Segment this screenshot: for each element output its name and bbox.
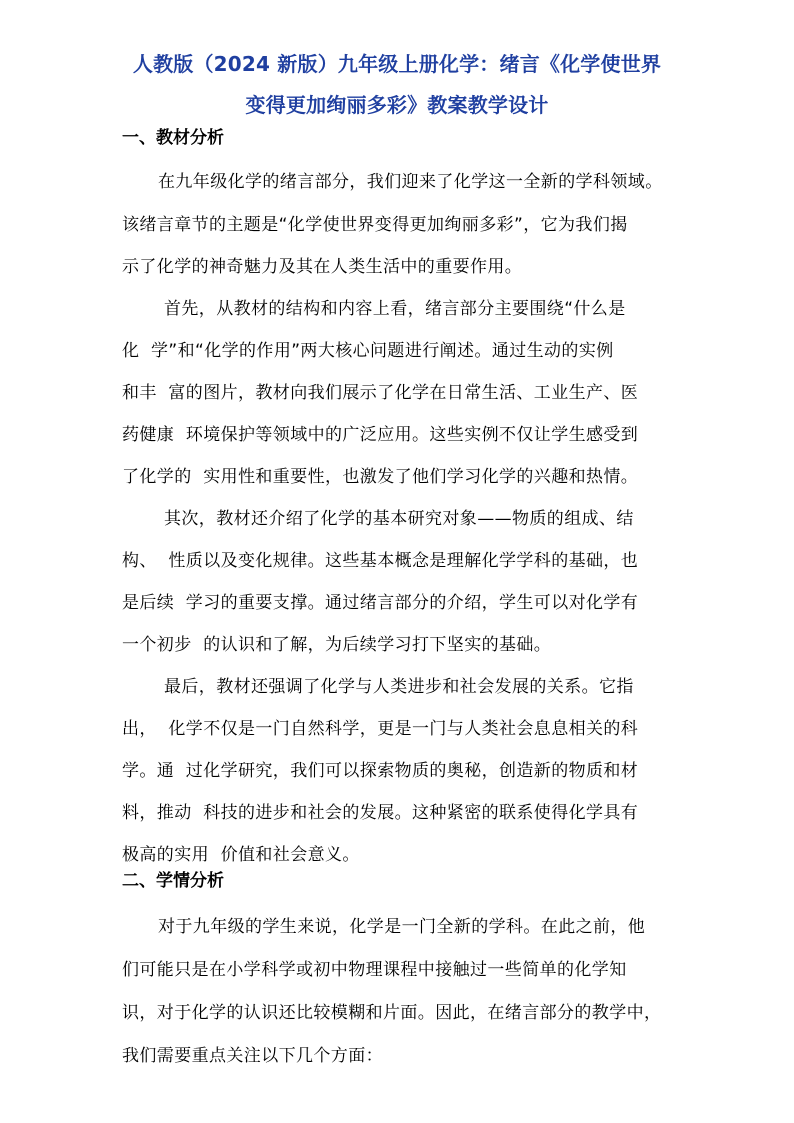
paragraph-line: 和丰 富的图片，教材向我们展示了化学在日常生活、工业生产、医 [122, 383, 639, 403]
paragraph-line: 构、 性质以及变化规律。这些基本概念是理解化学学科的基础，也 [122, 551, 639, 571]
paragraph-line: 药健康 环境保护等领域中的广泛应用。这些实例不仅让学生感受到 [122, 425, 639, 445]
paragraph-line: 示了化学的神奇魅力及其在人类生活中的重要作用。 [122, 257, 523, 277]
paragraph-line: 对于九年级的学生来说，化学是一门全新的学科。在此之前，他 [158, 917, 646, 937]
paragraph-line: 了化学的 实用性和重要性，也激发了他们学习化学的兴趣和热情。 [122, 467, 639, 487]
section-heading-learner-analysis: 二、学情分析 [122, 871, 224, 891]
section-heading-textbook-analysis: 一、教材分析 [122, 128, 224, 148]
paragraph-line: 们可能只是在小学科学或初中物理课程中接触过一些简单的化学知 [122, 960, 627, 980]
paragraph-line: 在九年级化学的绪言部分，我们迎来了化学这一全新的学科领域。 [158, 172, 663, 192]
paragraph-line: 极高的实用 价值和社会意义。 [122, 845, 360, 865]
paragraph-line: 识，对于化学的认识还比较模糊和片面。因此，在绪言部分的教学中， [122, 1003, 662, 1023]
paragraph-line: 其次，教材还介绍了化学的基本研究对象——物质的组成、结 [164, 509, 634, 529]
paragraph-line: 最后，教材还强调了化学与人类进步和社会发展的关系。它指 [164, 677, 634, 697]
paragraph-line: 出， 化学不仅是一门自然科学，更是一门与人类社会息息相关的科 [122, 719, 639, 739]
document-title-line-1: 人教版（2024 新版）九年级上册化学：绪言《化学使世界 [132, 52, 662, 76]
paragraph-line: 料，推动 科技的进步和社会的发展。这种紧密的联系使得化学具有 [122, 803, 639, 823]
paragraph-line: 一个初步 的认识和了解，为后续学习打下坚实的基础。 [122, 635, 552, 655]
paragraph-line: 学。通 过化学研究，我们可以探索物质的奥秘，创造新的物质和材 [122, 761, 639, 781]
paragraph-line: 该绪言章节的主题是“化学使世界变得更加绚丽多彩”，它为我们揭 [122, 215, 628, 235]
paragraph-line: 化 学”和“化学的作用”两大核心问题进行阐述。通过生动的实例 [122, 341, 614, 361]
paragraph-line: 是后续 学习的重要支撑。通过绪言部分的介绍，学生可以对化学有 [122, 593, 639, 613]
paragraph-line: 我们需要重点关注以下几个方面： [122, 1046, 383, 1066]
document-title-line-2: 变得更加绚丽多彩》教案教学设计 [245, 93, 549, 117]
paragraph-line: 首先，从教材的结构和内容上看，绪言部分主要围绕“什么是 [164, 299, 626, 319]
